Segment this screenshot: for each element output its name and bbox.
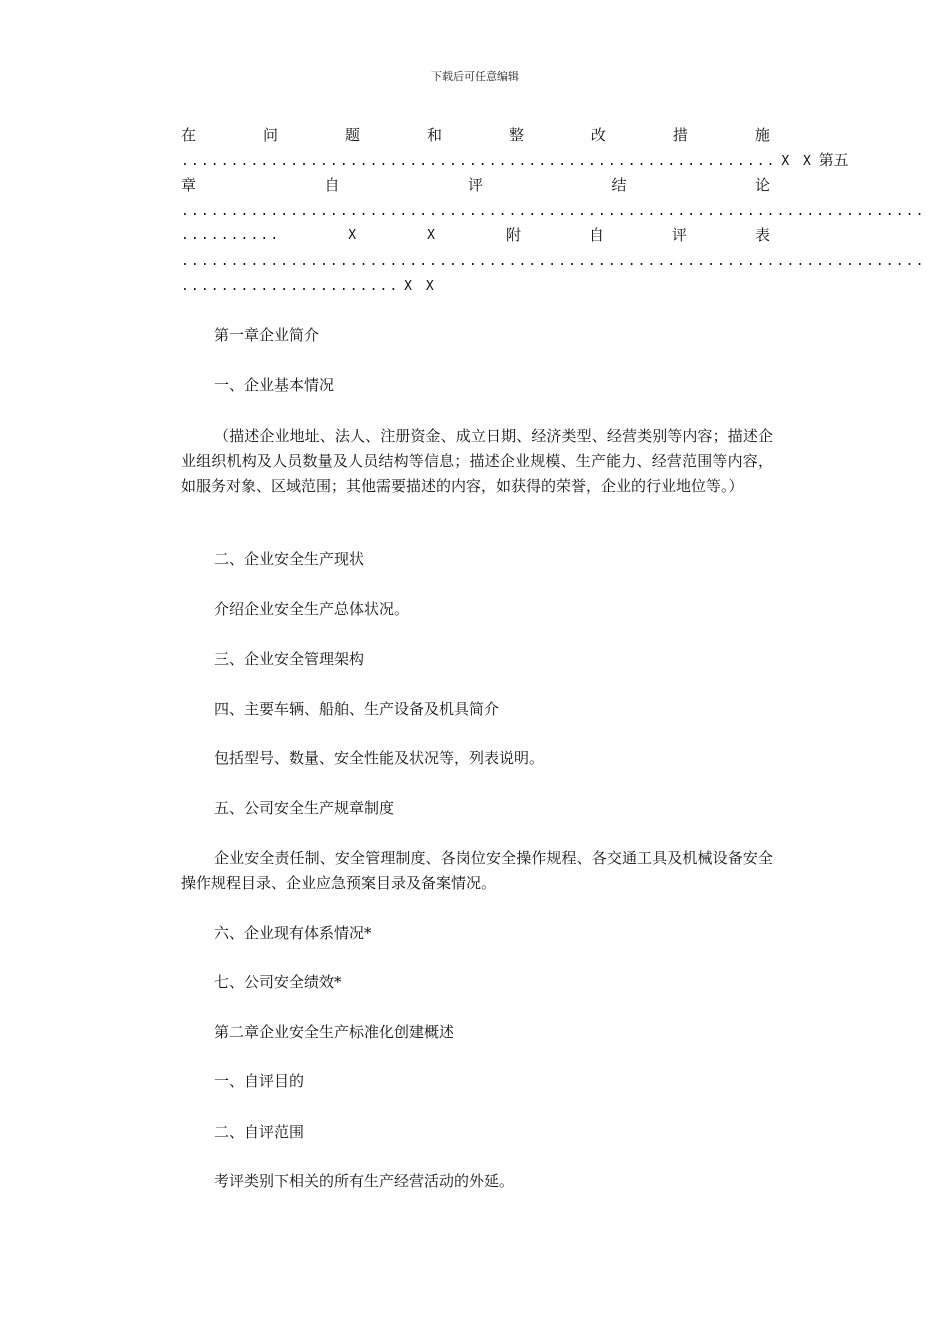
toc-char: 附 bbox=[505, 226, 521, 244]
toc-char: 表 bbox=[754, 226, 770, 244]
toc-char: 结 bbox=[611, 176, 627, 194]
toc-page-number: X bbox=[427, 228, 438, 243]
toc-line-4 bbox=[181, 198, 926, 223]
section-3-heading: 三、企业安全管理架构 bbox=[214, 650, 365, 668]
section-5-text: 企业安全责任制、安全管理制度、各岗位安全操作规程、各交通工具及机械设备安全操作规程目录、企业应急预案目录及备案情况。 bbox=[181, 849, 773, 892]
toc-leader-dots: ...................... bbox=[181, 279, 400, 294]
toc-line-7 bbox=[181, 273, 770, 298]
chapter-2-section-2-heading: 二、自评范围 bbox=[214, 1123, 305, 1141]
toc-char: 和 bbox=[426, 126, 442, 144]
toc-char: 问 bbox=[262, 126, 278, 144]
toc-char: 评 bbox=[467, 176, 483, 194]
section-2-heading: 二、企业安全生产现状 bbox=[214, 550, 365, 568]
toc-leader-dots: .......... bbox=[181, 228, 281, 243]
section-4-text: 包括型号、数量、安全性能及状况等，列表说明。 bbox=[214, 749, 545, 767]
section-1-heading: 一、企业基本情况 bbox=[214, 376, 335, 394]
section-1-text: （描述企业地址、法人、注册资金、成立日期、经济类型、经营类别等内容；描述企业组织机构及人员数量及人员结构等信息；描述企业规模、生产能力、经营范围等内容，如服务对象、区域范围；其他需要描述的内容，如获得的荣誉，企业的行业地位等。） bbox=[181, 427, 773, 495]
section-2-text: 介绍企业安全生产总体状况。 bbox=[214, 600, 410, 618]
toc-line-5 bbox=[181, 223, 770, 248]
toc-char: 论 bbox=[754, 176, 770, 194]
toc-char: 改 bbox=[590, 126, 606, 144]
toc-page-number: X bbox=[348, 228, 360, 243]
chapter-2-title: 第二章企业安全生产标准化创建概述 bbox=[214, 1023, 455, 1041]
toc-page-number: X X bbox=[781, 154, 814, 169]
chapter-1-title: 第一章企业简介 bbox=[214, 326, 320, 344]
toc-char: 施 bbox=[754, 126, 770, 144]
section-5-heading: 五、公司安全生产规章制度 bbox=[214, 799, 395, 817]
toc-line-2 bbox=[181, 148, 849, 173]
toc-leader-dots: ............................................................ bbox=[181, 154, 777, 169]
toc-line-6 bbox=[181, 248, 926, 273]
section-4-heading: 四、主要车辆、船舶、生产设备及机具简介 bbox=[214, 700, 500, 718]
section-7-heading: 七、公司安全绩效* bbox=[214, 973, 342, 991]
chapter-2-section-1-heading: 一、自评目的 bbox=[214, 1072, 305, 1090]
toc-char: 自 bbox=[588, 226, 604, 244]
toc-char: 措 bbox=[672, 126, 688, 144]
toc-char: 题 bbox=[344, 126, 360, 144]
toc-leader-dots: ........................................................................... bbox=[181, 204, 926, 219]
toc-char: 自 bbox=[324, 176, 340, 194]
toc-char: 章 bbox=[181, 176, 197, 194]
toc-char: 在 bbox=[181, 126, 197, 144]
toc-char: 评 bbox=[671, 226, 687, 244]
toc-char: 整 bbox=[508, 126, 524, 144]
toc-chapter-label: 第五 bbox=[818, 151, 849, 169]
toc-page-number: X X bbox=[404, 279, 437, 294]
toc-line-3 bbox=[181, 173, 770, 198]
chapter-2-section-2-text: 考评类别下相关的所有生产经营活动的外延。 bbox=[214, 1172, 515, 1190]
page-header: 下载后可任意编辑 bbox=[431, 70, 519, 83]
toc-leader-dots: ........................................................................... bbox=[181, 254, 926, 269]
section-6-heading: 六、企业现有体系情况* bbox=[214, 924, 372, 942]
toc-line-1 bbox=[181, 123, 770, 148]
